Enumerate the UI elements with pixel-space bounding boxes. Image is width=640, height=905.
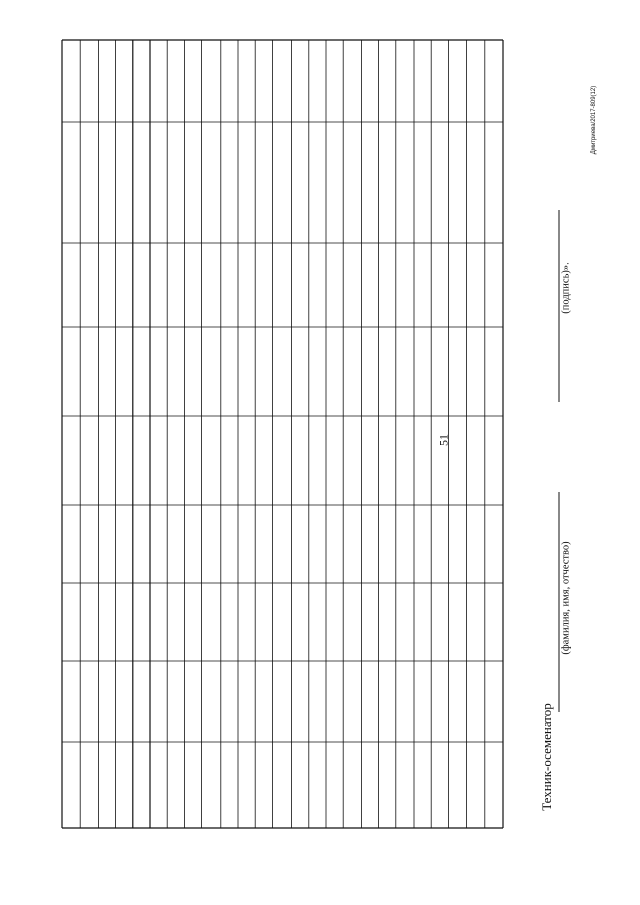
name-field-hint: (фамилия, имя, отчество)	[560, 541, 572, 655]
signer-role-label: Техник-осеменатор	[539, 703, 554, 811]
document-code: Дмитриева/2017-809(12)	[591, 85, 597, 155]
page-number: 51	[436, 434, 451, 446]
signature-field-hint: (подпись)».	[560, 262, 572, 314]
